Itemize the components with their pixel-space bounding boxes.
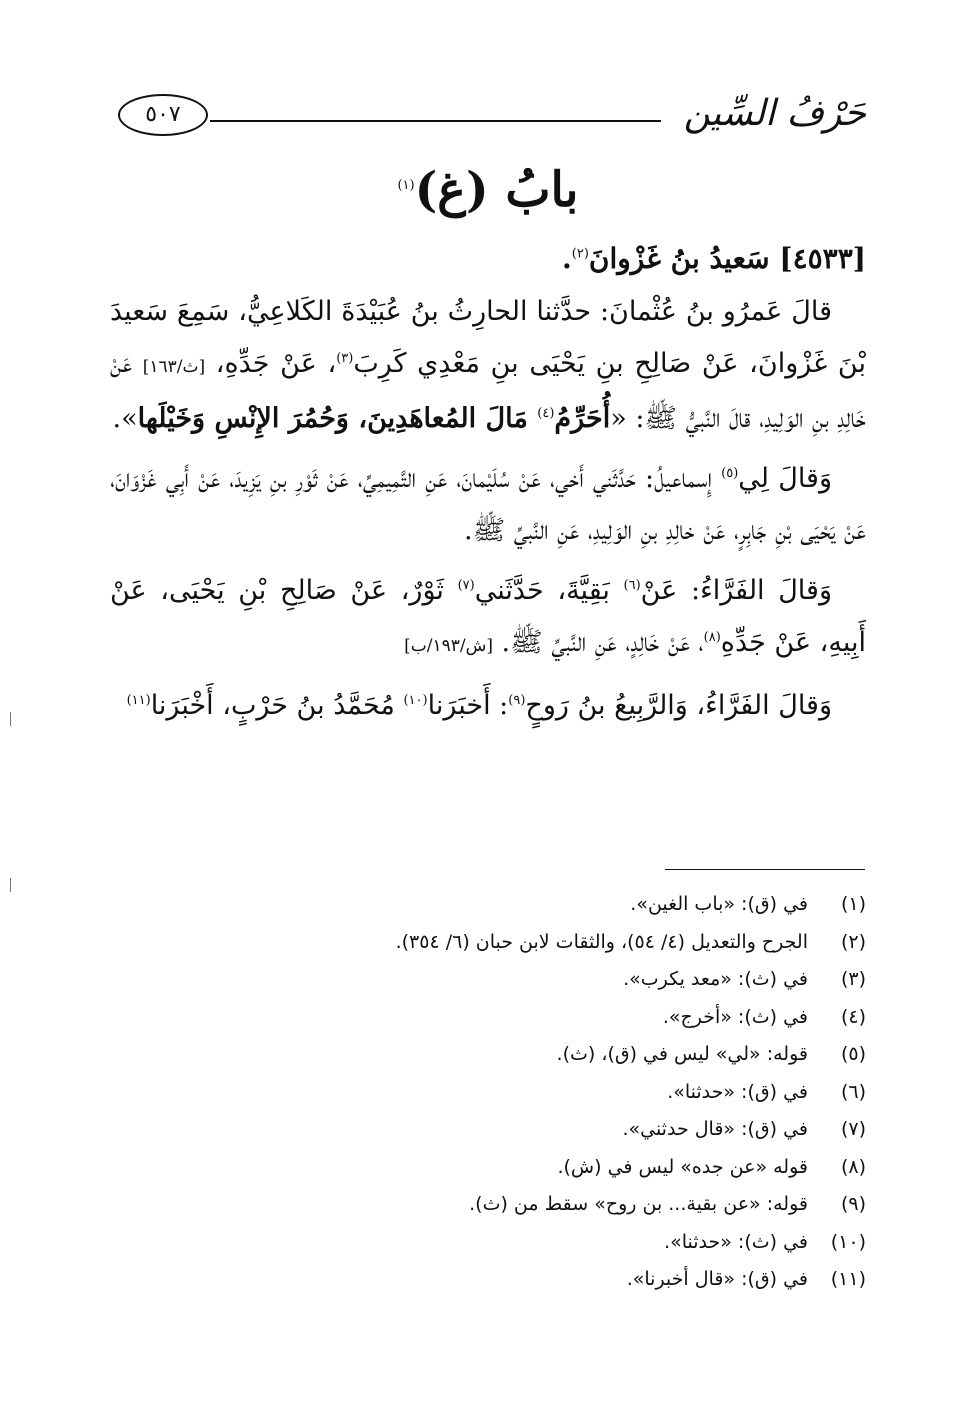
footnote-number: (٥)	[840, 1043, 866, 1065]
footnote-number: (٣)	[840, 968, 866, 990]
entry-terminator: .	[562, 242, 572, 275]
footnote-text: قوله: «عن بقية... بن روح» سقط من (ث).	[469, 1193, 808, 1215]
footnote-item	[110, 886, 866, 924]
footnote-number: (٨)	[840, 1155, 866, 1178]
margin-tick	[10, 712, 11, 726]
footnote-ref: (٥)	[721, 466, 739, 481]
running-title: حَرْفُ السِّين	[683, 93, 866, 134]
header-rule	[210, 120, 661, 122]
footnote-number: (١١)	[830, 1268, 866, 1290]
footnote-number: (١)	[840, 893, 866, 915]
text-run: ، عَنْ خَالِدٍ، عَنِ النَّبيِّ ﷺ.	[492, 627, 704, 658]
footnote-number: (٩)	[840, 1193, 866, 1215]
text-run: عَنْ خَالِدِ بنِ الوَلِيدِ، قالَ النَّبيُّ ﷺ: «	[110, 348, 866, 434]
entry-label: [٤٥٣٣] سَعيدُ بنُ غَزْوانَ	[588, 242, 866, 275]
text-run: مُحَمَّدُ بنُ حَرْبٍ، أَخْبَرَنا	[150, 690, 404, 721]
body-paragraph	[110, 680, 866, 732]
footnote-number: (٧)	[840, 1118, 866, 1140]
footnote-item	[110, 1149, 866, 1187]
footnote-number: (١٠)	[830, 1230, 866, 1253]
footnote-item	[110, 924, 866, 962]
manuscript-folio-ref: [ش/١٩٣/ب]	[404, 636, 493, 656]
chapter-footnote-ref: (١)	[397, 178, 415, 193]
entry-footnote-ref: (٢)	[571, 246, 589, 262]
margin-tick	[10, 878, 11, 892]
text-run: ».	[112, 403, 138, 434]
text-run: ثَوْرٌ، عَنْ صَالِحِ بْنِ يَحْيَى، عَنْ أَبِيهِ، عَنْ جَدِّهِ	[110, 575, 866, 658]
body-text	[110, 286, 866, 740]
hadith-text: أُحَرِّمُ	[554, 403, 611, 434]
footnote-ref: (٦)	[623, 578, 641, 593]
footnote-item	[110, 961, 866, 999]
footnote-ref: (٤)	[537, 406, 555, 421]
footnote-text: في (ث): «حدثنا».	[664, 1230, 808, 1253]
hadith-text: مَالَ المُعاهَدِينَ، وَحُمُرَ الإِنْسِ وَخَيْلَها	[137, 403, 538, 434]
text-run: بَقِيَّةَ، حَدَّثَني	[474, 575, 624, 606]
text-run: ، عَنْ جَدِّهِ،	[205, 348, 337, 379]
footnote-number: (٦)	[840, 1080, 866, 1103]
entry-heading	[110, 236, 866, 282]
footnote-text: في (ق): «باب الغين».	[630, 893, 808, 915]
footnote-item	[110, 1074, 866, 1112]
footnote-number: (٢)	[840, 930, 866, 953]
footnote-item	[110, 1261, 866, 1299]
chapter-title-text: بابُ (غ)	[414, 162, 579, 218]
footnote-text: في (ث): «أخرج».	[662, 1005, 808, 1028]
footnote-text: في (ث): «معد يكرب».	[623, 968, 808, 990]
footnote-ref: (٣)	[336, 351, 354, 366]
footnote-ref: (٩)	[508, 693, 526, 708]
footnote-number: (٤)	[840, 1005, 866, 1028]
running-header	[118, 86, 866, 148]
footnote-text: في (ق): «حدثنا».	[667, 1080, 808, 1103]
text-run: وَقالَ الفَرَّاءُ: عَنْ	[640, 575, 832, 606]
footnote-separator	[665, 869, 865, 870]
text-run: : أَخبَرَنا	[427, 690, 509, 721]
footnote-text: في (ق): «قال حدثني».	[622, 1118, 808, 1140]
text-run: وَقالَ الفَرَّاءُ، وَالرَّبِيعُ بنُ رَوحٍ	[525, 690, 832, 721]
footnote-item	[110, 1224, 866, 1262]
page-number: ٥٠٧	[118, 94, 208, 136]
footnote-text: في (ق): «قال أخبرنا».	[626, 1268, 808, 1290]
chapter-title	[0, 150, 976, 230]
footnote-ref: (١٠)	[403, 693, 428, 708]
footnote-item	[110, 1186, 866, 1224]
body-paragraph	[110, 565, 866, 672]
footnote-ref: (٨)	[703, 630, 721, 645]
footnote-item	[110, 1111, 866, 1149]
text-run: وَقالَ لِي	[738, 463, 832, 494]
footnote-item	[110, 1036, 866, 1074]
body-paragraph	[110, 286, 866, 445]
footnotes-list	[110, 886, 866, 1299]
text-run: إِسماعيلُ: حَدَّثَني أَخي، عَنْ سُلَيْمانَ، عَنِ التَّمِيمِيِّ، عَنْ ثَوْرِ بنِ يَزِيدَ، عَنْ أَبِي غَزْوَانَ، عَنْ يَحْيَى بْنِ جَابِرٍ، عَنْ خالِدِ بنِ الوَلِيدِ، عَنِ النَّبيِّ ﷺ.	[110, 463, 866, 546]
text-run: قالَ عَمرُو بنُ عُثْمانَ: حدَّثنا الحارِثُ بنُ عُبَيْدَةَ الكَلاعِيُّ، سَمِعَ سَعيدَ بْنَ غَزْوانَ، عَنْ صَالِحِ بنِ يَحْيَى بنِ مَعْدِي كَرِبَ	[110, 296, 866, 379]
footnote-text: الجرح والتعديل (٤/ ٥٤)، والثقات لابن حبان (٦/ ٣٥٤).	[395, 930, 808, 953]
footnote-ref: (١١)	[126, 693, 151, 708]
footnote-item	[110, 999, 866, 1037]
manuscript-folio-ref: [ث/١٦٣]	[142, 357, 206, 377]
footnote-ref: (٧)	[457, 578, 475, 593]
body-paragraph	[110, 453, 866, 557]
footnote-text: قوله: «لي» ليس في (ق)، (ث).	[556, 1043, 808, 1065]
footnote-text: قوله «عن جده» ليس في (ش).	[557, 1155, 808, 1178]
